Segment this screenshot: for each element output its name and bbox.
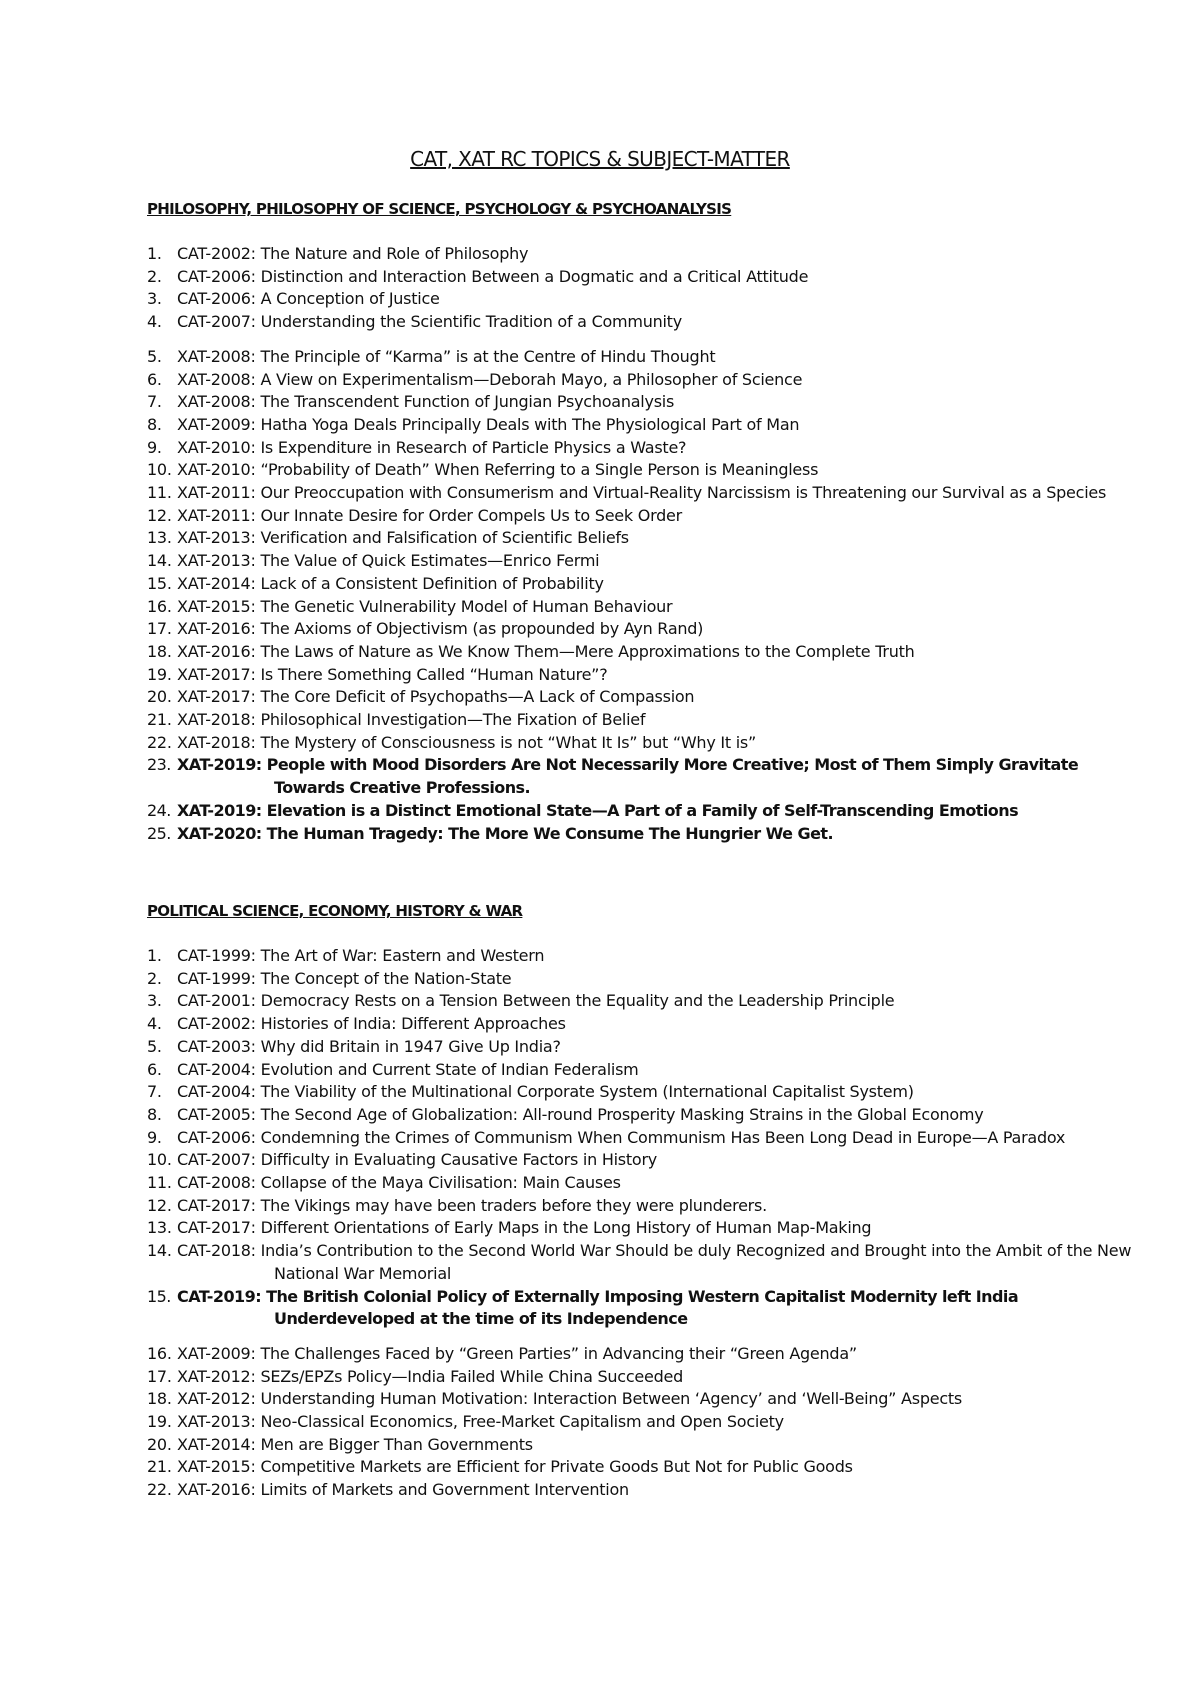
list-item: 2. CAT-2006: Distinction and Interaction Between a Dogmatic and a Critical Attitude [147, 266, 809, 286]
list-item: 22. XAT-2016: Limits of Markets and Government Intervention [147, 1480, 629, 1500]
list-item: 3. CAT-2006: A Conception of Justice [147, 289, 440, 309]
list-item: 9. XAT-2010: Is Expenditure in Research of Particle Physics a Waste? [147, 437, 687, 457]
list-item: 16. XAT-2015: The Genetic Vulnerability Model of Human Behaviour [147, 596, 673, 616]
list-item: 4. CAT-2002: Histories of India: Different Approaches [147, 1014, 566, 1034]
list-item: 5. CAT-2003: Why did Britain in 1947 Give Up India? [147, 1036, 561, 1056]
list-item: 3. CAT-2001: Democracy Rests on a Tension Between the Equality and the Leadership Principle [147, 991, 895, 1011]
list-item: 14. XAT-2013: The Value of Quick Estimates—Enrico Fermi [147, 551, 600, 571]
list-item: 13. XAT-2013: Verification and Falsification of Scientific Beliefs [147, 528, 629, 548]
list-item: 6. XAT-2008: A View on Experimentalism—Deborah Mayo, a Philosopher of Science [147, 369, 803, 389]
list-item: 11. XAT-2011: Our Preoccupation with Consumerism and Virtual-Reality Narcissism is Threatening our Survival as a Species [147, 483, 1107, 503]
section-heading-philosophy: PHILOSOPHY, PHILOSOPHY OF SCIENCE, PSYCHOLOGY & PSYCHOANALYSIS [147, 200, 732, 218]
list-item: 19. XAT-2013: Neo-Classical Economics, Free-Market Capitalism and Open Society [147, 1412, 784, 1432]
list-item: 8. XAT-2009: Hatha Yoga Deals Principally Deals with The Physiological Part of Man [147, 414, 800, 434]
list-item: 7. XAT-2008: The Transcendent Function of Jungian Psychoanalysis [147, 392, 675, 412]
list-item: 8. CAT-2005: The Second Age of Globalization: All-round Prosperity Masking Strains in the Global Economy [147, 1104, 984, 1124]
list-item: 18. XAT-2016: The Laws of Nature as We Know Them—Mere Approximations to the Complete Truth [147, 641, 915, 661]
list-item: 22. XAT-2018: The Mystery of Consciousness is not “What It Is” but “Why It is” [147, 732, 757, 752]
list-item: 21. XAT-2018: Philosophical Investigation—The Fixation of Belief [147, 710, 646, 730]
list-item: 23. XAT-2019: People with Mood Disorders Are Not Necessarily More Creative; Most of Them Simply Gravitate Towards Creative Professions. [147, 755, 1079, 798]
page-title: CAT, XAT RC TOPICS & SUBJECT-MATTER [410, 147, 790, 171]
list-item: 2. CAT-1999: The Concept of the Nation-State [147, 968, 512, 988]
list-item: 13. CAT-2017: Different Orientations of Early Maps in the Long History of Human Map-Making [147, 1218, 872, 1238]
list-item: 12. CAT-2017: The Vikings may have been traders before they were plunderers. [147, 1195, 767, 1215]
list-item: 14. CAT-2018: India’s Contribution to the Second World War Should be duly Recognized and Brought into the Ambit of the New National War Memorial [147, 1241, 1132, 1283]
list-item: 4. CAT-2007: Understanding the Scientific Tradition of a Community [147, 312, 682, 332]
list-item: 20. XAT-2014: Men are Bigger Than Governments [147, 1434, 533, 1454]
list-item: 11. CAT-2008: Collapse of the Maya Civilisation: Main Causes [147, 1173, 621, 1193]
list-item: 1. CAT-2002: The Nature and Role of Philosophy [147, 244, 529, 263]
philosophy-topic-list [147, 243, 1187, 845]
list-item: 24. XAT-2019: Elevation is a Distinct Emotional State—A Part of a Family of Self-Transcending Emotions [147, 800, 1019, 820]
list-item: 7. CAT-2004: The Viability of the Multinational Corporate System (International Capitalist System) [147, 1082, 914, 1102]
list-item: 17. XAT-2012: SEZs/EPZs Policy—India Failed While China Succeeded [147, 1366, 683, 1386]
list-item: 10. XAT-2010: “Probability of Death” When Referring to a Single Person is Meaningless [147, 460, 819, 480]
section-heading-political-science: POLITICAL SCIENCE, ECONOMY, HISTORY & WAR [147, 902, 523, 920]
list-item: 21. XAT-2015: Competitive Markets are Efficient for Private Goods But Not for Public Goods [147, 1457, 853, 1477]
list-item: 9. CAT-2006: Condemning the Crimes of Communism When Communism Has Been Long Dead in Europe—A Paradox [147, 1127, 1066, 1147]
list-item: 1. CAT-1999: The Art of War: Eastern and Western [147, 946, 545, 965]
political-science-topic-list [147, 945, 1187, 1502]
list-item: 5. XAT-2008: The Principle of “Karma” is at the Centre of Hindu Thought [147, 346, 716, 366]
list-item: 10. CAT-2007: Difficulty in Evaluating Causative Factors in History [147, 1150, 657, 1170]
list-item: 20. XAT-2017: The Core Deficit of Psychopaths—A Lack of Compassion [147, 687, 695, 707]
list-item: 16. XAT-2009: The Challenges Faced by “Green Parties” in Advancing their “Green Agenda” [147, 1343, 857, 1363]
list-item: 15. XAT-2014: Lack of a Consistent Definition of Probability [147, 573, 604, 593]
list-item: 18. XAT-2012: Understanding Human Motivation: Interaction Between ‘Agency’ and ‘Well-Being” Aspects [147, 1389, 962, 1409]
list-item: 25. XAT-2020: The Human Tragedy: The More We Consume The Hungrier We Get. [147, 823, 834, 843]
list-item: 12. XAT-2011: Our Innate Desire for Order Compels Us to Seek Order [147, 505, 682, 525]
list-item: 15. CAT-2019: The British Colonial Policy of Externally Imposing Western Capitalist Modernity left India Underdeveloped at the time of its Independence [147, 1286, 1019, 1329]
list-item: 6. CAT-2004: Evolution and Current State of Indian Federalism [147, 1059, 639, 1079]
list-item: 19. XAT-2017: Is There Something Called “Human Nature”? [147, 664, 608, 684]
list-item: 17. XAT-2016: The Axioms of Objectivism (as propounded by Ayn Rand) [147, 619, 704, 639]
